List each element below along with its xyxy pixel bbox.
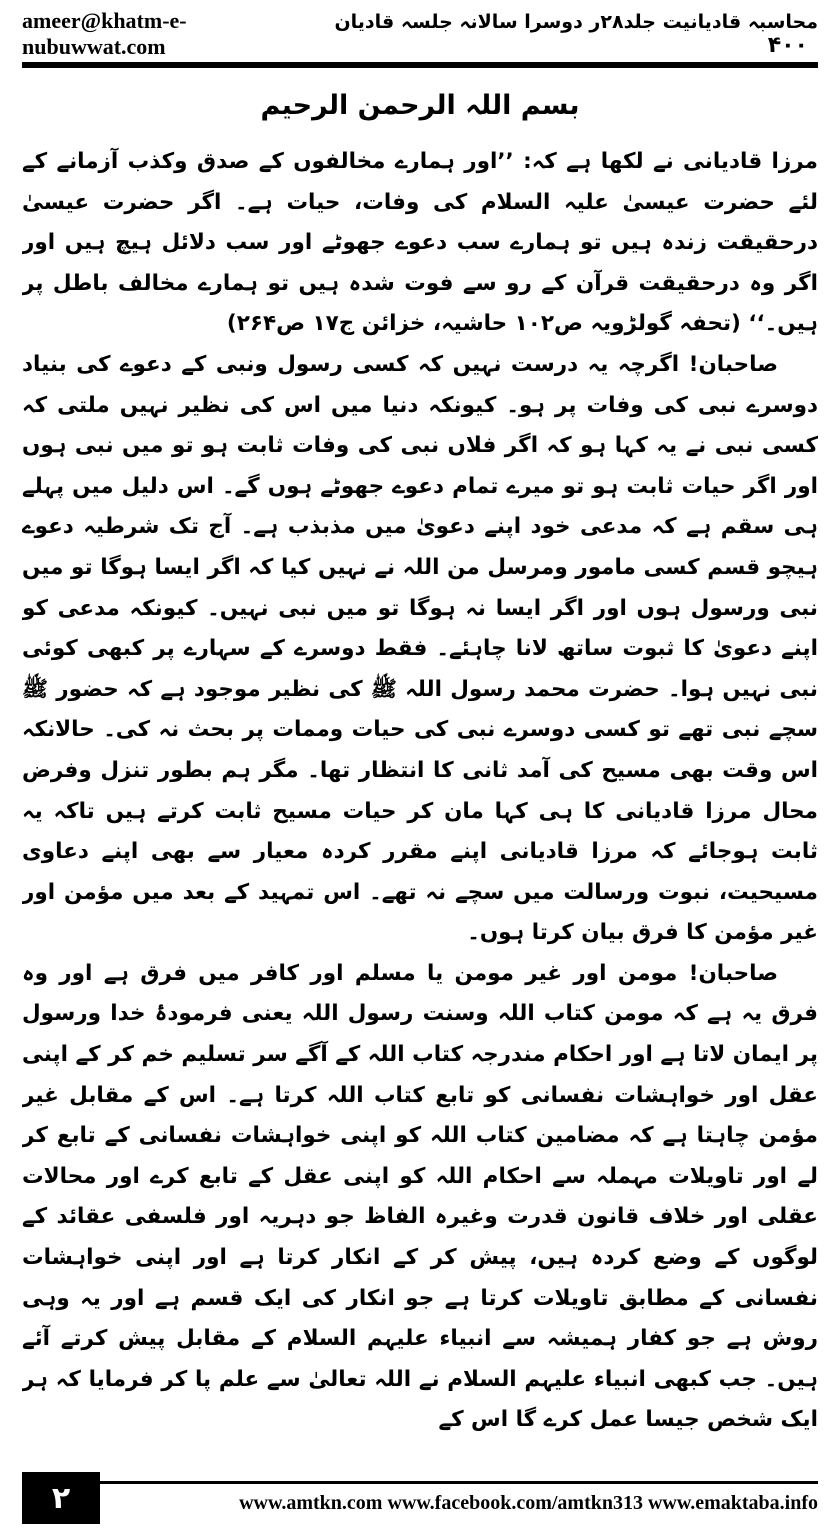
footer-links[interactable]: www.amtkn.com www.facebook.com/amtkn313 www.emaktaba.info bbox=[239, 1492, 818, 1514]
footer-rule bbox=[100, 1481, 818, 1484]
footer-links-block bbox=[100, 1472, 818, 1524]
paragraph-quote: مرزا قادیانی نے لکھا ہے کہ: ’’اور ہمارے مخالفوں کے صدق وکذب آزمانے کے لئے حضرت عیسیٰ علیہ السلام کی وفات، حیات ہے۔ اگر حضرت عیسیٰ درحقیقت زندہ ہیں تو ہمارے سب دعوے جھوٹے اور سب دلائل ہیچ ہیں اور اگر وہ درحقیقت قرآن کے رو سے فوت شدہ ہیں تو ہمارے مخالف باطل پر ہیں۔‘‘ (تحفہ گولڑویہ ص۱۰۲ حاشیہ، خزائن ج۱۷ ص۲۶۴) bbox=[22, 149, 818, 337]
page-header bbox=[22, 8, 818, 59]
page-footer bbox=[22, 1468, 818, 1528]
header-title-text: محاسبہ قادیانیت جلد۲۸ر دوسرا سالانہ جلسہ قادیان bbox=[334, 10, 818, 33]
basmala: بسم اللہ الرحمن الرحیم bbox=[260, 90, 580, 121]
article-body bbox=[22, 142, 818, 1444]
footer-page-marker: ۲ bbox=[22, 1472, 100, 1524]
paragraph-argument: صاحبان! اگرچہ یہ درست نہیں کہ کسی رسول ونبی کے دعوے کی بنیاد دوسرے نبی کی وفات پر ہو۔ کیونکہ دنیا میں اس کی نظیر نہیں ملتی کہ کسی نبی نے یہ کہا ہو کہ اگر فلاں نبی کی وفات ثابت ہو تو میں نبی ہوں اور اگر حیات ثابت ہو تو میرے تمام دعوے جھوٹے ہوں گے۔ اس دلیل میں پہلے ہی سقم ہے کہ مدعی خود اپنے دعویٰ میں مذبذب ہے۔ آج تک شرطیہ دعوے ہیچو قسم کسی مامور ومرسل من اللہ نے نہیں کیا کہ اگر ایسا ہوگا تو میں نبی ورسول ہوں اور اگر ایسا نہ ہوگا تو میں نبی نہیں۔ کیونکہ مدعی کو اپنے دعویٰ کا ثبوت ساتھ لانا چاہئے۔ فقط دوسرے کے سہارے پر کبھی کوئی نبی نہیں ہوا۔ حضرت محمد رسول اللہ ﷺ کی نظیر موجود ہے کہ حضور ﷺ سچے نبی تھے تو کسی دوسرے نبی کی حیات وممات پر بحث نہ کی۔ حالانکہ اس وقت بھی مسیح کی آمد ثانی کا انتظار تھا۔ مگر ہم بطور تنزل وفرض محال مرزا قادیانی کا ہی کہا مان کر حیات مسیح ثابت کرتے ہیں تاکہ یہ ثابت ہوجائے کہ مرزا قادیانی اپنے مقرر کردہ معیار سے بھی اپنے دعاوی مسیحیت، نبوت ورسالت میں سچے نہ تھے۔ اس تمہید کے بعد میں مؤمن اور غیر مؤمن کا فرق بیان کرتا ہوں۔ bbox=[22, 351, 818, 946]
running-title bbox=[308, 11, 818, 58]
email-address[interactable]: ameer@khatm-e-nubuwwat.com bbox=[22, 8, 187, 59]
page-number: ۴۰۰ bbox=[767, 32, 808, 58]
header-rule bbox=[22, 62, 818, 68]
paragraph-believer: صاحبان! مومن اور غیر مومن یا مسلم اور کافر میں فرق ہے اور وہ فرق یہ ہے کہ مومن کتاب اللہ وسنت رسول اللہ یعنی فرمودۂ خدا ورسول پر ایمان لاتا ہے اور احکام مندرجہ کتاب اللہ کے آگے سر تسلیم خم کر کے اپنی عقل اور خواہشات نفسانی کو تابع کتاب اللہ کرتا ہے۔ اس کے مقابل غیر مؤمن چاہتا ہے کہ مضامین کتاب اللہ کو اپنی خواہشات نفسانی کے تابع کر لے اور تاویلات مہملہ سے احکام اللہ کو اپنی عقل کے تابع کرے اور محالات عقلی اور خلاف قانون قدرت وغیرہ الفاظ جو دہریہ اور فلسفی عقائد کے لوگوں کے وضع کردہ ہیں، پیش کر کے انکار کرتا ہے اور اپنی خواہشات نفسانی کے مطابق تاویلات کرتا ہے جو انکار کی ایک قسم ہے اور یہ وہی روش ہے جو کفار ہمیشہ سے انبیاء علیہم السلام کے مقابل پیش کرتے آئے ہیں۔ جب کبھی انبیاء علیہم السلام نے اللہ تعالیٰ سے علم پا کر فرمایا کہ ہر ایک شخص جیسا عمل کرے گا اس کے bbox=[22, 960, 818, 1433]
